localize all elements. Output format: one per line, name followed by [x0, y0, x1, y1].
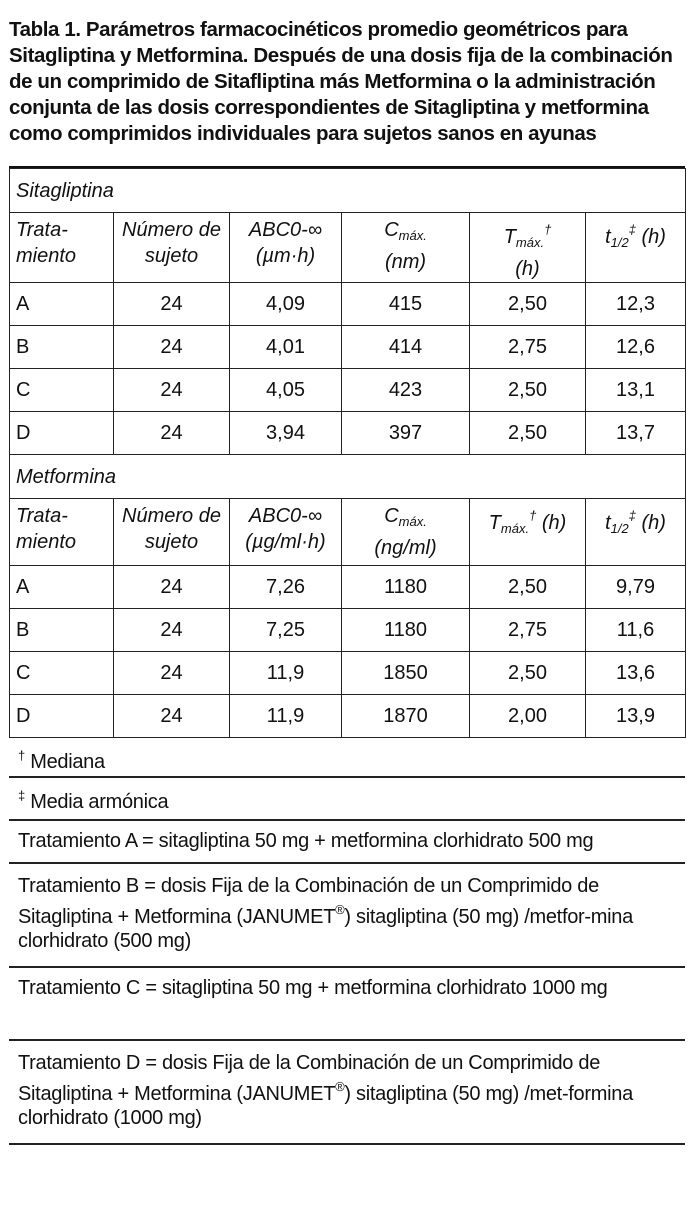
- cell-value: 397: [342, 412, 470, 455]
- cell-value: 2,50: [470, 652, 586, 695]
- header-row: [10, 213, 686, 283]
- header-tmax: $T_{máx.}^\dagger$ (h): [470, 499, 586, 566]
- cell-value: 24: [114, 652, 230, 695]
- table-row: [10, 283, 686, 326]
- cell-value: 24: [114, 412, 230, 455]
- footnote-treatment-d: Tratamiento D = dosis Fija de la Combinación de un Comprimido de Sitagliptina + Metformina (JANUMET®) sitagliptina (50 mg) /met-formina clorhidrato (1000 mg): [9, 1041, 685, 1145]
- table-row: [10, 695, 686, 738]
- cell-value: 7,25: [230, 609, 342, 652]
- cell-value: 24: [114, 695, 230, 738]
- section-row-sitagliptina: [10, 169, 686, 213]
- header-cmax: $C_{máx.}$ (nm): [342, 213, 470, 283]
- cell-value: 415: [342, 283, 470, 326]
- cell-treatment: D: [10, 412, 114, 455]
- header-row: [10, 499, 686, 566]
- footnote-double-dagger: [9, 778, 685, 821]
- cell-treatment: C: [10, 652, 114, 695]
- cell-value: 1850: [342, 652, 470, 695]
- table-row: [10, 566, 686, 609]
- cell-value: 24: [114, 369, 230, 412]
- header-thalf: $t_{1/2}^\ddagger$ (h): [586, 213, 686, 283]
- cell-value: 4,05: [230, 369, 342, 412]
- table-row: [10, 326, 686, 369]
- table-row: [10, 609, 686, 652]
- cell-value: 24: [114, 283, 230, 326]
- cell-treatment: B: [10, 326, 114, 369]
- table-row: [10, 369, 686, 412]
- cell-value: 12,6: [586, 326, 686, 369]
- header-abc: ABC0-∞ (µm·h): [230, 213, 342, 283]
- double-dagger-mark: ‡: [18, 788, 25, 803]
- cell-value: 13,9: [586, 695, 686, 738]
- header-tratamiento: Trata-miento: [10, 213, 114, 283]
- cell-value: 24: [114, 566, 230, 609]
- cell-value: 24: [114, 609, 230, 652]
- cell-value: 11,9: [230, 652, 342, 695]
- section-row-metformina: [10, 455, 686, 499]
- table-row: [10, 652, 686, 695]
- cell-treatment: B: [10, 609, 114, 652]
- cell-value: 2,75: [470, 609, 586, 652]
- footnote-treatment-c: Tratamiento C = sitagliptina 50 mg + metformina clorhidrato 1000 mg: [9, 968, 685, 1041]
- cell-value: 2,50: [470, 566, 586, 609]
- footnote-text: Mediana: [30, 751, 105, 773]
- cell-treatment: D: [10, 695, 114, 738]
- cell-value: 13,7: [586, 412, 686, 455]
- cell-value: 423: [342, 369, 470, 412]
- document-page: [9, 0, 685, 1145]
- cell-value: 1870: [342, 695, 470, 738]
- header-tmax: $T_{máx.}^\dagger$ (h): [470, 213, 586, 283]
- section-title: Sitagliptina: [10, 169, 686, 213]
- cell-value: 13,1: [586, 369, 686, 412]
- footnote-treatment-a: Tratamiento A = sitagliptina 50 mg + metformina clorhidrato 500 mg: [9, 821, 685, 864]
- cell-treatment: A: [10, 283, 114, 326]
- cell-treatment: C: [10, 369, 114, 412]
- cell-value: 2,00: [470, 695, 586, 738]
- table-row: [10, 412, 686, 455]
- header-sujeto: Número de sujeto: [114, 213, 230, 283]
- footnote-treatment-b: Tratamiento B = dosis Fija de la Combinación de un Comprimido de Sitagliptina + Metformina (JANUMET®) sitagliptina (50 mg) /metfor-mina clorhidrato (500 mg): [9, 864, 685, 968]
- dagger-mark: †: [18, 748, 25, 763]
- cell-value: 1180: [342, 566, 470, 609]
- cell-value: 414: [342, 326, 470, 369]
- header-thalf: $t_{1/2}^\ddagger$ (h): [586, 499, 686, 566]
- header-cmax: $C_{máx.}$ (ng/ml): [342, 499, 470, 566]
- footnote-text: Media armónica: [30, 791, 169, 813]
- section-title: Metformina: [10, 455, 686, 499]
- cell-value: 11,9: [230, 695, 342, 738]
- footnote-dagger: [9, 738, 685, 778]
- header-sujeto: Número de sujeto: [114, 499, 230, 566]
- header-tratamiento: Trata-miento: [10, 499, 114, 566]
- cell-value: 2,50: [470, 283, 586, 326]
- cell-value: 4,09: [230, 283, 342, 326]
- cell-value: 4,01: [230, 326, 342, 369]
- cell-value: 24: [114, 326, 230, 369]
- cell-value: 3,94: [230, 412, 342, 455]
- cell-value: 13,6: [586, 652, 686, 695]
- cell-treatment: A: [10, 566, 114, 609]
- pk-table: [9, 168, 686, 738]
- cell-value: 1180: [342, 609, 470, 652]
- cell-value: 11,6: [586, 609, 686, 652]
- cell-value: 7,26: [230, 566, 342, 609]
- cell-value: 2,50: [470, 369, 586, 412]
- cell-value: 2,75: [470, 326, 586, 369]
- table-caption: Tabla 1. Parámetros farmacocinéticos promedio geométricos para Sitagliptina y Metformina. Después de una dosis fija de la combinación de un comprimido de Sitafliptina más Metformina o la administración conjunta de las dosis correspondientes de Sitagliptina y metformina como comprimidos individuales para sujetos sanos en ayunas: [9, 0, 685, 168]
- header-abc: ABC0-∞ (µg/ml·h): [230, 499, 342, 566]
- cell-value: 9,79: [586, 566, 686, 609]
- cell-value: 12,3: [586, 283, 686, 326]
- cell-value: 2,50: [470, 412, 586, 455]
